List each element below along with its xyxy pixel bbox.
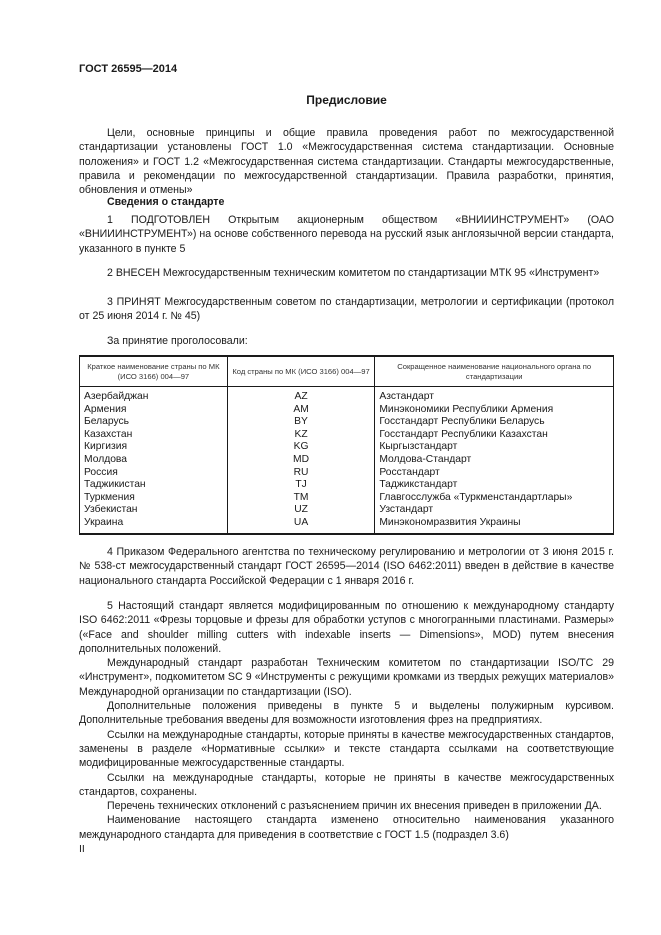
item-2: 2 ВНЕСЕН Межгосударственным техническим комитетом по стандартизации МТК 95 «Инструмент» <box>107 267 600 279</box>
cell-country: Армения <box>80 404 228 417</box>
intro-block <box>79 126 614 197</box>
table-row <box>80 387 614 404</box>
cell-code: TM <box>227 492 375 505</box>
cell-body: Росстандарт <box>375 467 614 480</box>
cell-body: Минэкономразвития Украины <box>375 517 614 534</box>
cell-code: BY <box>227 416 375 429</box>
cell-body: Главгосслужба «Туркменстандартлары» <box>375 492 614 505</box>
cell-code: UA <box>227 517 375 534</box>
standard-code: ГОСТ 26595—2014 <box>79 63 178 75</box>
cell-body: Кыргызстандарт <box>375 441 614 454</box>
cell-body: Минэкономики Республики Армения <box>375 404 614 417</box>
item-3-block <box>79 295 614 324</box>
cell-code: TJ <box>227 479 375 492</box>
cell-country: Азербайджан <box>80 387 228 404</box>
table-row <box>80 517 614 534</box>
table-header-code: Код страны по МК (ИСО 3166) 004—97 <box>227 356 375 387</box>
cell-country: Россия <box>80 467 228 480</box>
table-header-body: Сокращенное наименование национального органа по стандартизации <box>375 356 614 387</box>
voting-table <box>79 355 614 535</box>
cell-body: Узстандарт <box>375 504 614 517</box>
paragraph-name-changed: Наименование настоящего стандарта изменено относительно наименования указанного международного стандарта для приведения в соответствие с ГОСТ 1.5 (подраздел 3.6) <box>79 814 614 841</box>
cell-body: Молдова-Стандарт <box>375 454 614 467</box>
intro-paragraph: Цели, основные принципы и общие правила проведения работ по межгосударственной стандартизации установлены ГОСТ 1.0 «Межгосударственная система стандартизации. Основные положения» и ГОСТ 1.2 «Межгосударственная система стандартизации. Стандарты межгосударственные, правила и рекомендации по межгосударственной стандартизации. Правила разработки, принятия, обновления и отмены» <box>79 127 614 197</box>
table-row <box>80 467 614 480</box>
table-header-row <box>80 356 614 387</box>
section-heading-block <box>79 195 614 209</box>
cell-code: KZ <box>227 429 375 442</box>
table-header-country: Краткое наименование страны по МК (ИСО 3166) 004—97 <box>80 356 228 387</box>
cell-body: Госстандарт Республики Беларусь <box>375 416 614 429</box>
voted-block <box>79 334 614 348</box>
table-row <box>80 479 614 492</box>
table-row <box>80 441 614 454</box>
cell-code: RU <box>227 467 375 480</box>
cell-body: Таджикстандарт <box>375 479 614 492</box>
cell-country: Узбекистан <box>80 504 228 517</box>
cell-body: Госстандарт Республики Казахстан <box>375 429 614 442</box>
table-row <box>80 492 614 505</box>
item-4: 4 Приказом Федерального агентства по техническому регулированию и метрологии от 3 июня 2015 г. № 538-ст межгосударственный стандарт ГОСТ 26595—2014 (ISO 6462:2011) введен в действие в качестве национального стандарта Российской Федерации с 1 января 2016 г. <box>79 546 614 587</box>
cell-code: KG <box>227 441 375 454</box>
paragraph-developed: Международный стандарт разработан Техническим комитетом по стандартизации ISO/TC 29 «Инструмент», подкомитетом SC 9 «Инструменты с режущими кромками из твердых режущих материалов» Международной организации по стандартизации (ISO). <box>79 657 614 698</box>
table-row <box>80 504 614 517</box>
cell-country: Казахстан <box>80 429 228 442</box>
cell-code: AM <box>227 404 375 417</box>
paragraph-additional: Дополнительные положения приведены в пункте 5 и выделены полужирным курсивом. Дополнительные требования введены для возможности изготовления фрез на предприятиях. <box>79 700 614 727</box>
table-row <box>80 404 614 417</box>
item-5-block <box>79 599 614 842</box>
page-title: Предисловие <box>306 93 387 107</box>
item-4-block <box>79 545 614 588</box>
item-3: 3 ПРИНЯТ Межгосударственным советом по стандартизации, метрологии и сертификации (протокол от 25 июня 2014 г. № 45) <box>79 296 614 323</box>
item-1: 1 ПОДГОТОВЛЕН Открытым акционерным обществом «ВНИИИНСТРУМЕНТ» (ОАО «ВНИИИНСТРУМЕНТ») на основе собственного перевода на русский язык англоязычной версии стандарта, указанного в пункте 5 <box>79 214 614 255</box>
cell-country: Туркмения <box>80 492 228 505</box>
paragraph-refs-kept: Ссылки на международные стандарты, которые не приняты в качестве межгосударственных стандартов, сохранены. <box>79 771 614 798</box>
item-5: 5 Настоящий стандарт является модифицированным по отношению к международному стандарту ISO 6462:2011 «Фрезы торцовые и фрезы для обработки уступов с многогранными пластинами. Размеры» («Face and shoulder milling cutters with indexable inserts — Dimensions», MOD) путем внесения дополнительных положений. <box>79 600 614 655</box>
cell-country: Молдова <box>80 454 228 467</box>
paragraph-deviations: Перечень технических отклонений с разъяснением причин их внесения приведен в приложении ДА. <box>107 800 602 813</box>
table-row <box>80 454 614 467</box>
section-heading: Сведения о стандарте <box>107 196 225 208</box>
page-number: II <box>79 843 85 855</box>
paragraph-refs-replaced: Ссылки на международные стандарты, которые приняты в качестве межгосударственных стандартов, заменены в разделе «Нормативные ссылки» и тексте стандарта ссылками на соответствующие модифицированные межгосударственные стандарты. <box>79 728 614 770</box>
cell-code: UZ <box>227 504 375 517</box>
cell-country: Таджикистан <box>80 479 228 492</box>
table-row <box>80 416 614 429</box>
voted-label: За принятие проголосовали: <box>107 335 248 347</box>
table-row <box>80 429 614 442</box>
cell-country: Киргизия <box>80 441 228 454</box>
cell-body: Азстандарт <box>375 387 614 404</box>
item-1-block <box>79 213 614 256</box>
item-2-block <box>79 266 614 280</box>
cell-country: Украина <box>80 517 228 534</box>
cell-code: MD <box>227 454 375 467</box>
cell-code: AZ <box>227 387 375 404</box>
cell-country: Беларусь <box>80 416 228 429</box>
